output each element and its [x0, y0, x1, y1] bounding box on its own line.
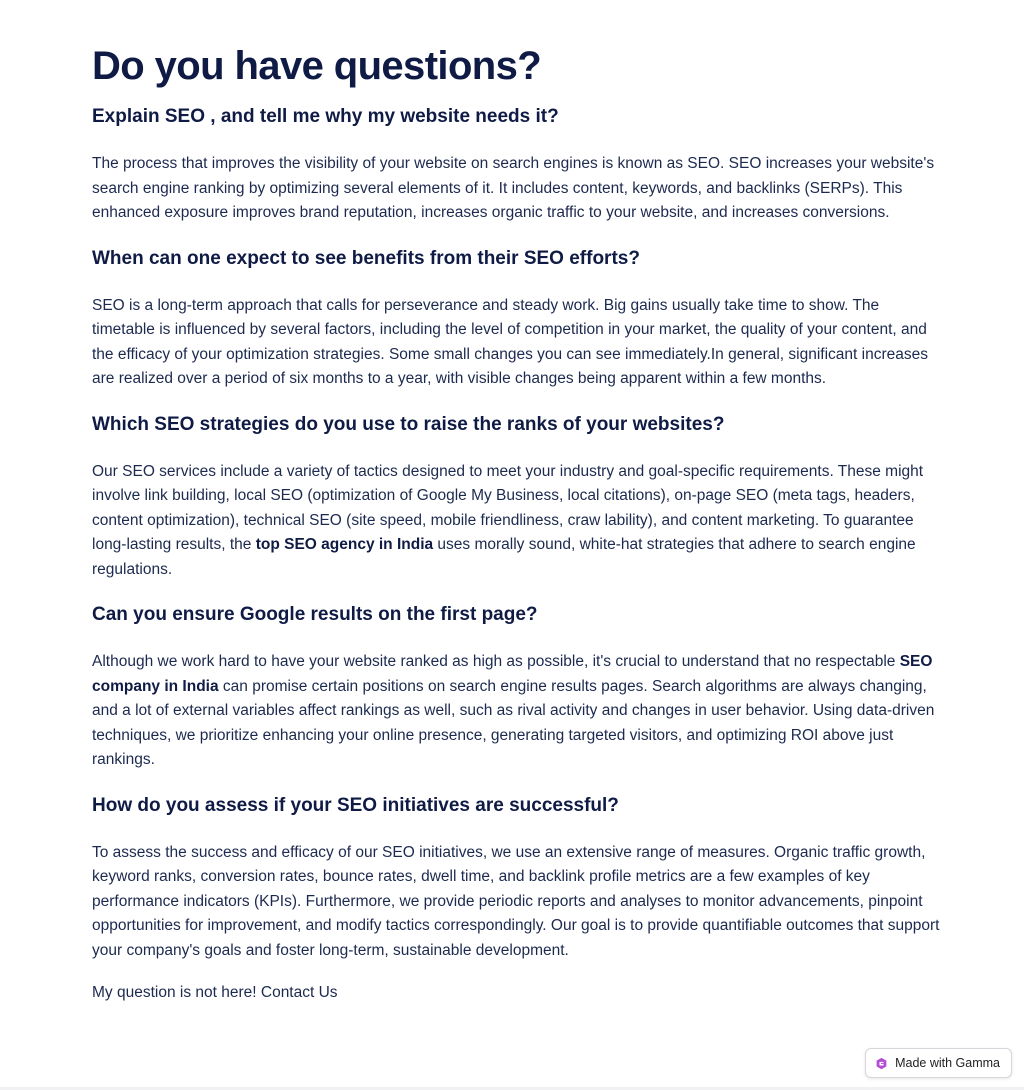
faq-answer-text: SEO is a long-term approach that calls for perseverance and steady work. Big gains usually take time to show. The timetable is influenced by several factors, including the level of competition in your market, the quality of your content, and the efficacy of your optimization strategies. Some small changes you can see immediately.In general, significant increases are realized over a period of six months to a year, with visible changes being apparent within a few months. [92, 296, 928, 387]
faq-answer [92, 294, 942, 392]
faq-list [92, 104, 942, 963]
faq-item [92, 412, 942, 583]
faq-answer-highlight: SEO company in India [92, 653, 933, 695]
faq-answer [92, 460, 942, 583]
faq-question: Which SEO strategies do you use to raise the ranks of your websites? [92, 413, 725, 435]
page-title: Do you have questions? [92, 44, 542, 88]
faq-answer-highlight: top SEO agency in India [255, 536, 434, 553]
faq-item [92, 246, 942, 392]
faq-question: Can you ensure Google results on the first page? [92, 604, 538, 625]
faq-answer-text: The process that improves the visibility of your website on search engines is known as SEO. SEO increases your website's search engine ranking by optimizing several elements of it. It includes content, keywords, and backlinks (SERPs). This enhanced exposure improves brand reputation, increases organic traffic to your website, and increases conversions. [92, 155, 935, 221]
faq-answer-text: Our SEO services include a variety of tactics designed to meet your industry and goal-specific requirements. These might involve link building, local SEO (optimization of Google My Business, local citations), on-page SEO (meta tags, headers, content optimization), technical SEO (site speed, mobile friendliness, craw lability), and content marketing. To guarantee long-lasting results, the [92, 462, 924, 553]
faq-question: How do you assess if your SEO initiatives are successful? [92, 794, 619, 816]
faq-page [92, 40, 942, 1005]
footer-text: My question is not here! [92, 984, 257, 1001]
contact-us-link[interactable]: Contact Us [260, 984, 338, 1001]
faq-answer-text: To assess the success and efficacy of our SEO initiatives, we use an extensive range of measures. Organic traffic growth, keyword ranks, conversion rates, bounce rates, dwell time, and backlink profile metrics are a few examples of key performance indicators (KPIs). Furthermore, we provide periodic reports and analyses to monitor advancements, pinpoint opportunities for improvement, and modify tactics correspondingly. Our goal is to provide quantifiable outcomes that support your company's goals and foster long-term, sustainable development. [92, 843, 940, 959]
made-with-gamma-badge[interactable] [865, 1048, 1012, 1078]
faq-answer-text: Although we work hard to have your website ranked as high as possible, it's crucial to understand that no respectable [92, 653, 900, 670]
gamma-logo-icon [875, 1057, 888, 1070]
faq-question: When can one expect to see benefits from their SEO efforts? [92, 247, 640, 269]
faq-answer [92, 152, 942, 226]
faq-answer [92, 650, 942, 773]
faq-answer-text: uses morally sound, white-hat strategies that adhere to search engine regulations. [92, 536, 916, 578]
faq-answer-text: can promise certain positions on search engine results pages. Search algorithms are always changing, and a lot of external variables affect rankings as well, such as rival activity and changes in user behavior. Using data-driven techniques, we prioritize enhancing your online presence, generating targeted visitors, and optimizing ROI above just rankings. [92, 677, 935, 768]
faq-item [92, 793, 942, 964]
faq-item [92, 104, 942, 226]
footer-line [92, 981, 942, 1005]
badge-label: Made with Gamma [895, 1056, 1000, 1070]
faq-item [92, 602, 942, 773]
faq-answer [92, 841, 942, 964]
faq-question: Explain SEO , and tell me why my website needs it? [92, 106, 559, 127]
